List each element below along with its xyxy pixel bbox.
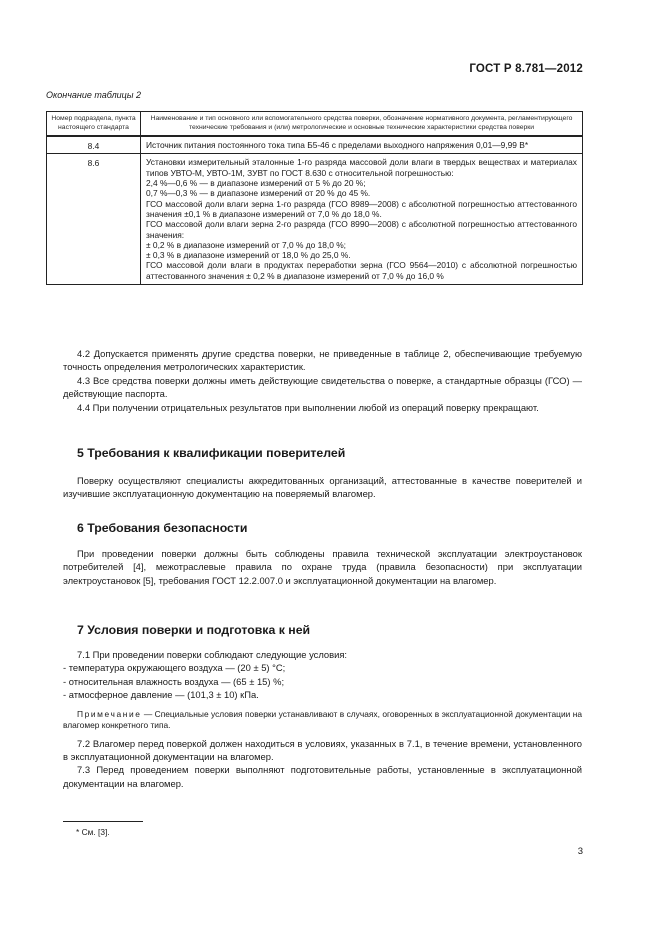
note-lead: Примечание [77,708,142,719]
paragraph-4-4: 4.4 При получении отрицательных результатов при выполнении любой из операций поверку прекращают. [77,401,539,413]
list-item: - атмосферное давление — (101,3 ± 10) кПа. [63,689,259,701]
list-item: - относительная влажность воздуха — (65 ± 15) %; [63,675,285,687]
description-line: ГСО массовой доли влаги зерна 1-го разряда (ГСО 8989—2008) с абсолютной погрешностью аттестованного значения ±0,1 % в диапазоне измерений от 7,0 % до 18,0 %. [146,198,577,219]
table-row [47,136,583,154]
row-tool-description [141,136,583,154]
section-5-text: Поверку осуществляют специалисты аккредитованных организаций, аттестованные в качестве поверителей и изучившие эксплуатационную документацию на поверяемый влагомер. [63,475,582,500]
paragraph-4-2: 4.2 Допускается применять другие средства поверки, не приведенные в таблице 2, обеспечивающие требуемую точность определения метрологических характеристик. [63,348,582,373]
row-tool-description [141,154,583,285]
page-number: 3 [577,846,583,857]
column-header-section-number: Номер подраздела, пункта настоящего стандарта [47,112,141,137]
note [63,709,582,731]
paragraph-7-1: 7.1 При проведении поверки соблюдают следующие условия: [77,649,348,660]
row-section-number: 8.6 [47,154,141,285]
description-line: Установки измерительный эталонные 1-го разряда массовой доли влаги в твердых веществах и материалах типов УВТО-М, УВТО-1М, ЗУВТ по ГОСТ 8.630 с относительной погрешностью: [146,157,577,178]
footnote-divider [63,821,143,822]
section-4-paragraphs [63,347,582,414]
description-line: ± 0,2 % в диапазоне измерений от 7,0 % до 18,0 %; [146,239,346,250]
table-row [47,154,583,285]
section-5-body [63,474,582,501]
footnote: * См. [3]. [76,827,110,837]
row-section-number: 8.4 [47,136,141,154]
description-line: ГСО массовой доли влаги зерна 2-го разряда (ГСО 8990—2008) с абсолютной погрешностью аттестованного значения: [146,219,577,240]
section-6-heading: 6 Требования безопасности [77,521,248,535]
document-code: ГОСТ Р 8.781—2012 [469,63,583,75]
paragraph-4-3: 4.3 Все средства поверки должны иметь действующие свидетельства о поверке, а стандартные образцы (ГСО) — действующие паспорта. [63,374,582,400]
description-line: 2,4 %—0,6 % — в диапазоне измерений от 5 % до 20 %; [146,178,366,189]
section-7-heading: 7 Условия поверки и подготовка к ней [77,623,311,637]
conditions-list [63,661,582,701]
section-6-body [63,547,582,587]
description-line: Источник питания постоянного тока типа Б5-46 с пределами выходного напряжения 0,01—9,99 В* [146,140,529,151]
column-header-tool-description: Наименование и тип основного или вспомогательного средства поверки, обозначение нормативного документа, регламентирующего технические требования и (или) метрологические и основные технические характеристики средства поверки [141,112,583,137]
description-line: 0,7 %—0,3 % — в диапазоне измерений от 20 % до 45 %. [146,188,371,199]
note-text: — Специальные условия поверки устанавливают в случаях, оговоренных в эксплуатационной документации на влагомер конкретного типа. [63,708,582,730]
section-6-text: При проведении поверки должны быть соблюдены правила технической эксплуатации электроустановок потребителей [4], межотраслевые правила по охране труда (правила безопасности) при эксплуатации электроустановок [5], требования ГОСТ 12.2.007.0 и эксплуатационной документации на влагомер. [63,548,582,586]
table-caption: Окончание таблицы 2 [46,90,141,100]
paragraph-7-3: 7.3 Перед проведением поверки выполняют подготовительные работы, установленные в эксплуатационной документации на влагомер. [63,764,582,789]
list-item: - температура окружающего воздуха — (20 ± 5) °С; [63,662,286,674]
verification-tools-table [46,111,583,285]
table-header-row [47,112,583,137]
description-line: ± 0,3 % в диапазоне измерений от 18,0 % до 25,0 %. [146,250,351,261]
paragraph-7-2: 7.2 Влагомер перед поверкой должен находиться в условиях, указанных в 7.1, в течение времени, установленного в эксплуатационной документации на влагомер. [63,737,582,763]
description-line: ГСО массовой доли влаги в продуктах переработки зерна (ГСО 9564—2010) с абсолютной погрешностью аттестованного значения ± 0,2 % в диапазоне измерений от 7,0 % до 16,0 % [146,260,577,281]
section-5-heading: 5 Требования к квалификации поверителей [77,446,346,460]
section-7-body [63,648,582,790]
